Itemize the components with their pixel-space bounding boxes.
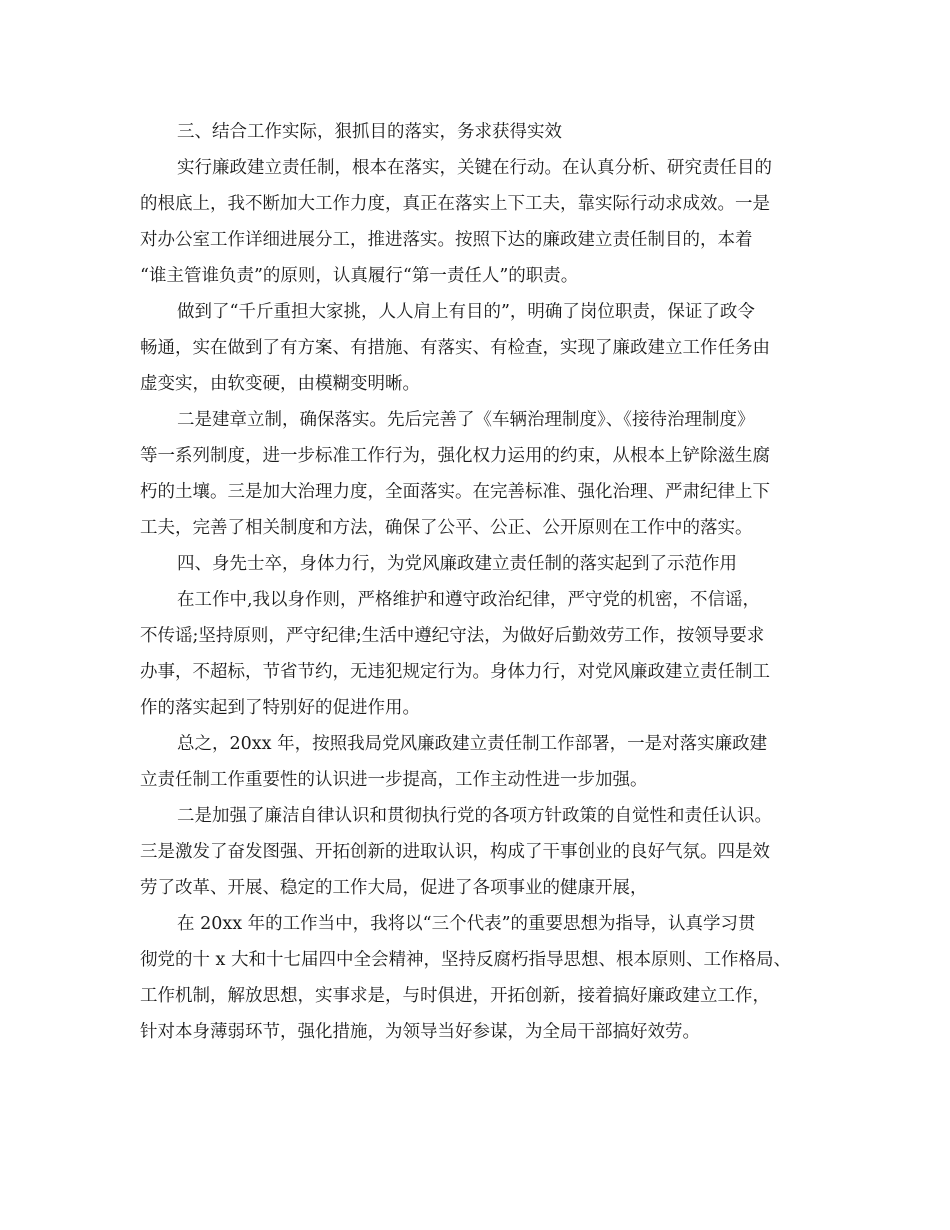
text-line: 针对本身薄弱环节，强化措施，为领导当好参谋，为全局干部搞好效劳。 [140,1022,700,1042]
text-line: 在 20xx 年的工作当中，我将以“三个代表”的重要思想为指导，认真学习贯 [177,914,756,934]
text-line: 朽的土壤。三是加大治理力度，全面落实。在完善标准、强化治理、严肃纪律上下 [140,482,770,502]
text-line: 彻党的十 x 大和十七届四中全会精神，坚持反腐朽指导思想、根本原则、工作格局、 [140,950,791,970]
text-line: 二是建章立制，确保落实。先后完善了《车辆治理制度》、《接待治理制度》 [177,410,755,430]
text-line: 对办公室工作详细进展分工，推进落实。按照下达的廉政建立责任制目的，本着 [140,230,753,250]
text-line: 立责任制工作重要性的认识进一步提高，工作主动性进一步加强。 [140,770,648,790]
text-line: 的根底上，我不断加大工作力度，真正在落实上下工夫，靠实际行动求成效。一是 [140,194,770,214]
text-line: 工作机制，解放思想，实事求是，与时俱进，开拓创新，接着搞好廉政建立工作， [140,986,770,1006]
text-line: 作的落实起到了特别好的促进作用。 [140,698,420,718]
section-heading-3: 三、结合工作实际，狠抓目的落实，务求获得实效 [177,122,562,142]
text-line: 工夫，完善了相关制度和方法，确保了公平、公正、公开原则在工作中的落实。 [140,518,753,538]
text-line: 三是激发了奋发图强、开拓创新的进取认识，构成了干事创业的良好气氛。四是效 [140,842,770,862]
text-line: 劳了改革、开展、稳定的工作大局，促进了各项事业的健康开展， [140,878,648,898]
text-line: 畅通，实在做到了有方案、有措施、有落实、有检查，实现了廉政建立工作任务由 [140,338,770,358]
text-line: 二是加强了廉洁自律认识和贯彻执行党的各项方针政策的自觉性和责任认识。 [177,806,772,826]
text-line: 总之，20xx 年，按照我局党风廉政建立责任制工作部署，一是对落实廉政建 [177,734,768,754]
text-line: 实行廉政建立责任制，根本在落实，关键在行动。在认真分析、研究责任目的 [177,158,772,178]
text-line: 办事，不超标，节省节约，无违犯规定行为。身体力行，对党风廉政建立责任制工 [140,662,770,682]
text-line: “谁主管谁负责”的原则，认真履行“第一责任人”的职责。 [140,266,579,286]
text-line: 虚变实，由软变硬，由模糊变明晰。 [140,374,420,394]
text-line: 等一系列制度，进一步标准工作行为，强化权力运用的约束，从根本上铲除滋生腐 [140,446,770,466]
section-heading-4: 四、身先士卒，身体力行，为党风廉政建立责任制的落实起到了示范作用 [177,554,737,574]
text-line: 不传谣;坚持原则，严守纪律;生活中遵纪守法，为做好后勤效劳工作，按领导要求 [140,626,765,646]
text-line: 在工作中,我以身作则，严格维护和遵守政治纪律，严守党的机密，不信谣， [177,590,761,610]
text-line: 做到了“千斤重担大家挑，人人肩上有目的”，明确了岗位职责，保证了政令 [177,302,755,322]
